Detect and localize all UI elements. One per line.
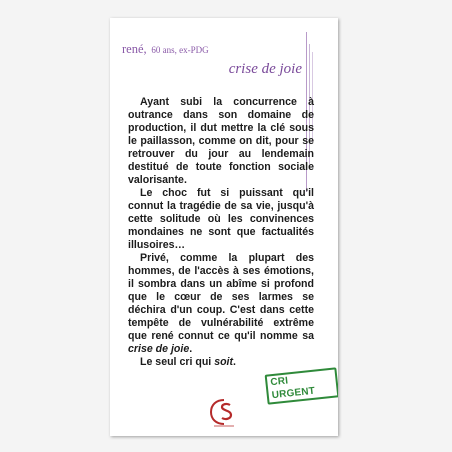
paragraph-4-text: Le seul cri qui (140, 356, 215, 368)
paragraph-1: Ayant subi la concurrence à outrance dans son domaine de production, il dut mettre la clé sous le paillasson, comme on dit, pour se retrouver du jour au lendemain destitué de toute fonction sociale valorisante. (128, 96, 314, 186)
cri-urgent-stamp: CRI URGENT (265, 367, 338, 404)
paragraph-3-text: Privé, comme la plupart des hommes, de l'accès à ses émotions, il sombra dans un abîme si profond que le cœur de ses larmes se déchira d'un coup. C'est dans cette tempête de vulnérabilité extrême que rené connut ce qu'il nomme sa (128, 252, 314, 342)
paragraph-4 (128, 356, 314, 369)
author-meta: 60 ans, ex-PDG (151, 45, 209, 55)
publisher-logo-icon (207, 396, 241, 428)
paragraph-2: Le choc fut si puissant qu'il connut la tragédie de sa vie, jusqu'à cette solitude où les convinences mondaines ne sont que factualités illusoires… (128, 187, 314, 251)
paragraph-4-end: . (233, 356, 236, 368)
paragraph-4-emphasis: soit (214, 356, 234, 368)
paragraph-3 (128, 252, 314, 356)
cover-header (122, 42, 308, 78)
cover-text (128, 96, 314, 369)
paragraph-3-emphasis: crise de joie (128, 343, 190, 355)
paragraph-3-end: . (189, 343, 193, 355)
book-cover (110, 18, 338, 436)
book-title: crise de joie (228, 61, 302, 77)
author-name: rené, (122, 42, 147, 56)
author-line (122, 42, 308, 57)
